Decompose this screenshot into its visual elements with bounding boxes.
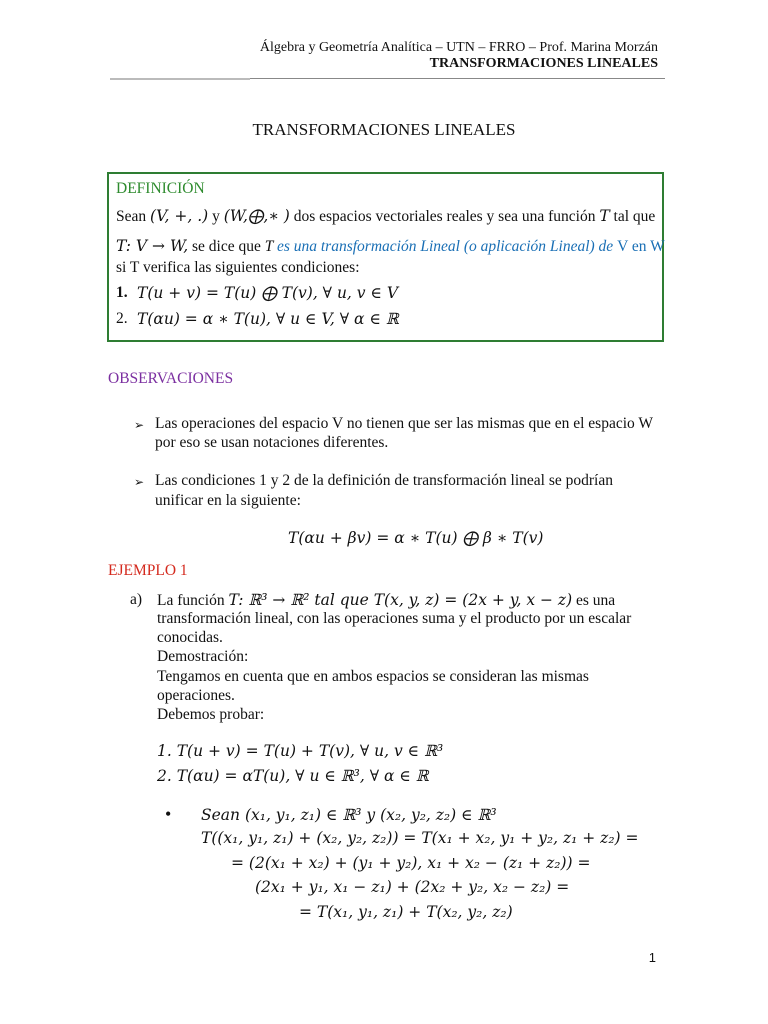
definition-heading: DEFINICIÓN [116, 180, 205, 197]
proof-line-2: T((x₁, y₁, z₁) + (x₂, y₂, z₂)) = T(x₁ + x₂, y₁ + y₂, z₁ + z₂) = [201, 829, 639, 847]
definition-math-w: (W,⨁,∗ ) [223, 207, 290, 225]
condition-1-number: 1. [116, 284, 128, 301]
example-line-4: Demostración: [157, 648, 249, 665]
arrow-bullet-icon: ➢ [134, 475, 145, 489]
proof-line-5: = T(x₁, y₁, z₁) + T(x₂, y₂, z₂) [299, 903, 513, 921]
definition-text: en [627, 238, 651, 255]
page-title: TRANSFORMACIONES LINEALES [252, 120, 516, 139]
definition-line-2 [116, 237, 665, 256]
definition-space-v: V [617, 238, 628, 255]
arrow-bullet-icon: ➢ [134, 418, 145, 432]
example-line-5: Tengamos en cuenta que en ambos espacios se consideran las mismas [157, 668, 589, 685]
observation-1-line-1: Las operaciones del espacio V no tienen que ser las mismas que en el espacio W [155, 415, 653, 432]
example-line-7: Debemos probar: [157, 706, 265, 723]
definition-text: se dice que [188, 238, 265, 255]
proof-line-3: = (2(x₁ + x₂) + (y₁ + y₂), x₁ + x₂ − (z₁ + z₂)) = [231, 854, 591, 872]
example-function: T: ℝ³ → ℝ² tal que T(x, y, z) = (2x + y, x − z) [228, 591, 573, 609]
observation-2-line-2: unificar en la siguiente: [155, 492, 301, 509]
example-line-1 [157, 591, 615, 610]
item-label: a) [130, 591, 143, 608]
ejemplo-heading: EJEMPLO 1 [108, 562, 188, 579]
property-2: 2. T(αu) = αT(u), ∀ u ∈ ℝ³, ∀ α ∈ ℝ [157, 767, 429, 785]
example-line-6: operaciones. [157, 687, 235, 704]
definition-line-3: si T verifica las siguientes condiciones: [116, 259, 360, 276]
condition-2-number: 2. [116, 310, 128, 327]
header-rule-right [250, 78, 665, 79]
condition-1: T(u + v) = T(u) ⨁ T(v), ∀ u, v ∈ V [137, 284, 399, 302]
definition-math-t: T [599, 207, 610, 225]
condition-2: T(αu) = α ∗ T(u), ∀ u ∈ V, ∀ α ∈ ℝ [137, 310, 399, 328]
definition-text: tal que [609, 208, 656, 225]
observation-1-line-2: por eso se usan notaciones diferentes. [155, 434, 389, 451]
definition-text: T [264, 238, 274, 255]
definition-line-1 [116, 207, 655, 226]
observation-2-line-1: Las condiciones 1 y 2 de la definición de transformación lineal se podrían [155, 472, 613, 489]
header-course-line: Álgebra y Geometría Analítica – UTN – FRRO – Prof. Marina Morzán [259, 40, 658, 55]
example-text: La función [157, 592, 229, 609]
header-topic-line: TRANSFORMACIONES LINEALES [429, 56, 658, 71]
proof-line-4: (2x₁ + y₁, x₁ − z₁) + (2x₂ + y₂, x₂ − z₂) = [255, 878, 570, 896]
example-line-2: transformación lineal, con las operaciones suma y el producto por un escalar [157, 610, 632, 627]
example-text: es una [572, 592, 616, 609]
definition-highlight: es una transformación Lineal (o aplicación Lineal) de [273, 238, 618, 255]
definition-space-w: W [650, 238, 665, 255]
definition-text: dos espacios vectoriales reales y sea una función [289, 208, 600, 225]
dot-bullet-icon: • [165, 804, 172, 824]
property-1: 1. T(u + v) = T(u) + T(v), ∀ u, v ∈ ℝ³ [157, 742, 444, 760]
observaciones-heading: OBSERVACIONES [108, 370, 234, 387]
proof-line-1: Sean (x₁, y₁, z₁) ∈ ℝ³ y (x₂, y₂, z₂) ∈ ℝ³ [201, 806, 497, 824]
page-number: 1 [648, 950, 656, 965]
example-line-3: conocidas. [157, 629, 223, 646]
definition-text: Sean [116, 208, 151, 225]
definition-math-v: (V, +, .) [150, 207, 209, 225]
unified-formula: T(αu + βv) = α ∗ T(u) ⨁ β ∗ T(v) [288, 529, 544, 547]
definition-math-map: T: V → W, [116, 237, 189, 255]
definition-text: y [208, 208, 224, 225]
header-rule-left [110, 78, 250, 80]
